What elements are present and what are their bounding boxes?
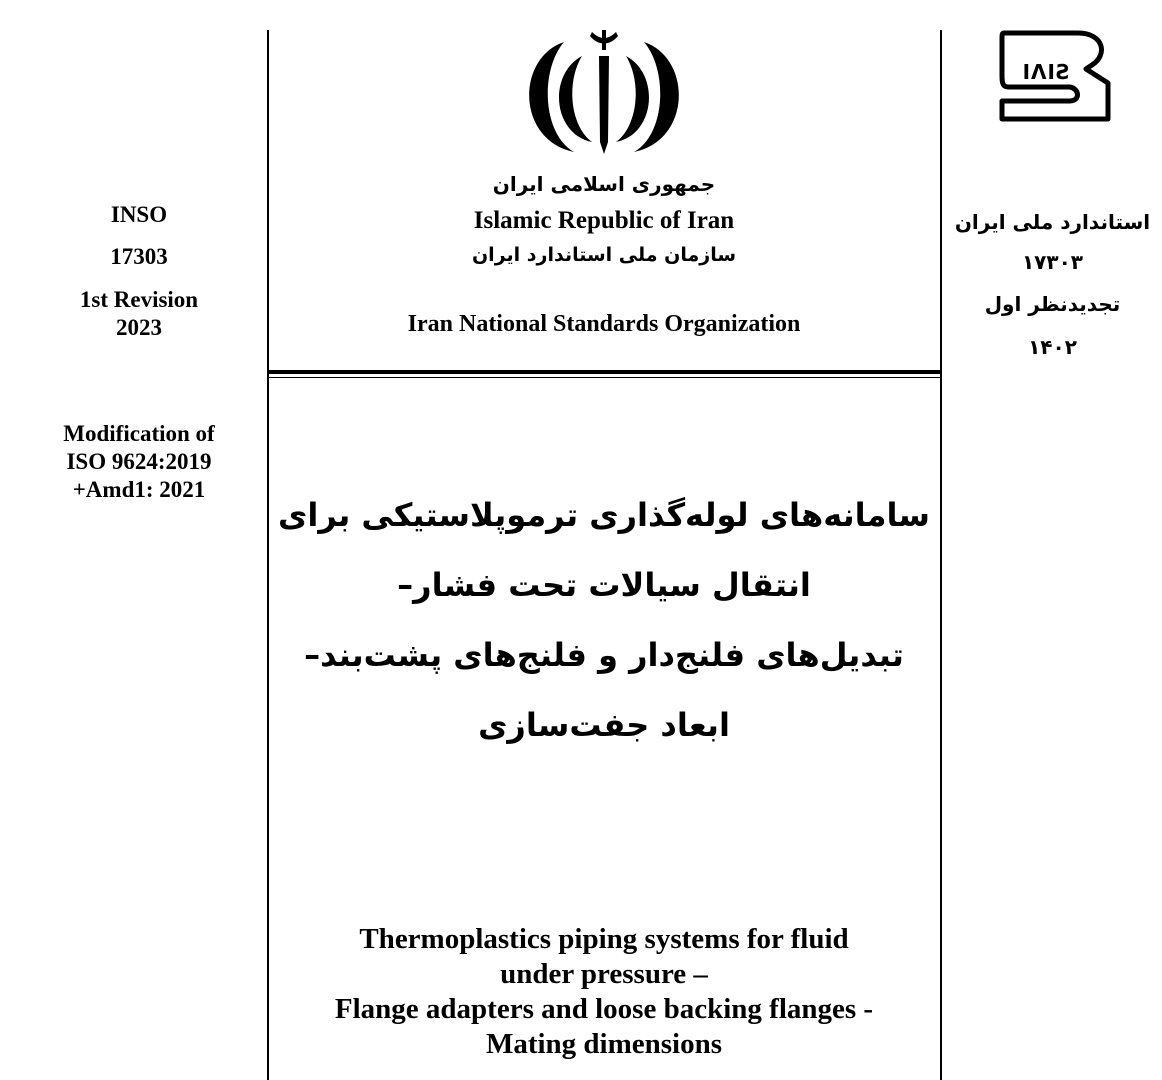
title-fa-line-2: انتقال سیالات تحت فشار– xyxy=(397,566,811,604)
country-name-en: Islamic Republic of Iran xyxy=(473,207,735,234)
title-en-line-3: Flange adapters and loose backing flanges - xyxy=(334,993,874,1025)
org-name-fa: سازمان ملی استاندارد ایران xyxy=(471,244,737,266)
org-name-en: Iran National Standards Organization xyxy=(407,311,801,337)
standard-number: 17303 xyxy=(110,244,168,269)
revision-fa: تجدیدنظر اول xyxy=(984,292,1121,316)
modification-line-1: Modification of xyxy=(63,421,215,446)
standard-year: 2023 xyxy=(116,315,162,340)
standard-number-fa: ۱۷۳۰۳ xyxy=(1021,250,1084,274)
modification-line-3: +Amd1: 2021 xyxy=(72,477,206,502)
title-fa-line-1: سامانه‌های لوله‌گذاری ترموپلاستیکی برای xyxy=(278,496,930,534)
header-rule-thick xyxy=(268,370,940,374)
svg-text:IΛIƧ: IΛIƧ xyxy=(1022,60,1072,84)
title-en-line-2: under pressure – xyxy=(500,958,708,990)
title-en-line-4: Mating dimensions xyxy=(485,1028,723,1060)
title-en xyxy=(268,922,940,1062)
modification-line-2: ISO 9624:2019 xyxy=(66,449,212,474)
national-standard-label-fa: استاندارد ملی ایران xyxy=(954,210,1151,234)
standard-org: INSO xyxy=(110,202,168,227)
right-column-divider xyxy=(940,30,942,1080)
iran-emblem-icon xyxy=(268,30,940,158)
inso-logo-icon xyxy=(943,25,1162,125)
year-fa: ۱۴۰۲ xyxy=(1028,335,1077,359)
standard-revision: 1st Revision xyxy=(79,287,199,312)
header-rule-thin xyxy=(268,377,940,378)
title-en-line-1: Thermoplastics piping systems for fluid xyxy=(359,923,849,955)
country-name-fa: جمهوری اسلامی ایران xyxy=(492,172,716,196)
title-fa-line-3: تبدیل‌های فلنج‌دار و فلنج‌های پشت‌بند– xyxy=(304,636,904,674)
title-fa-line-4: ابعاد جفت‌سازی xyxy=(478,706,730,744)
